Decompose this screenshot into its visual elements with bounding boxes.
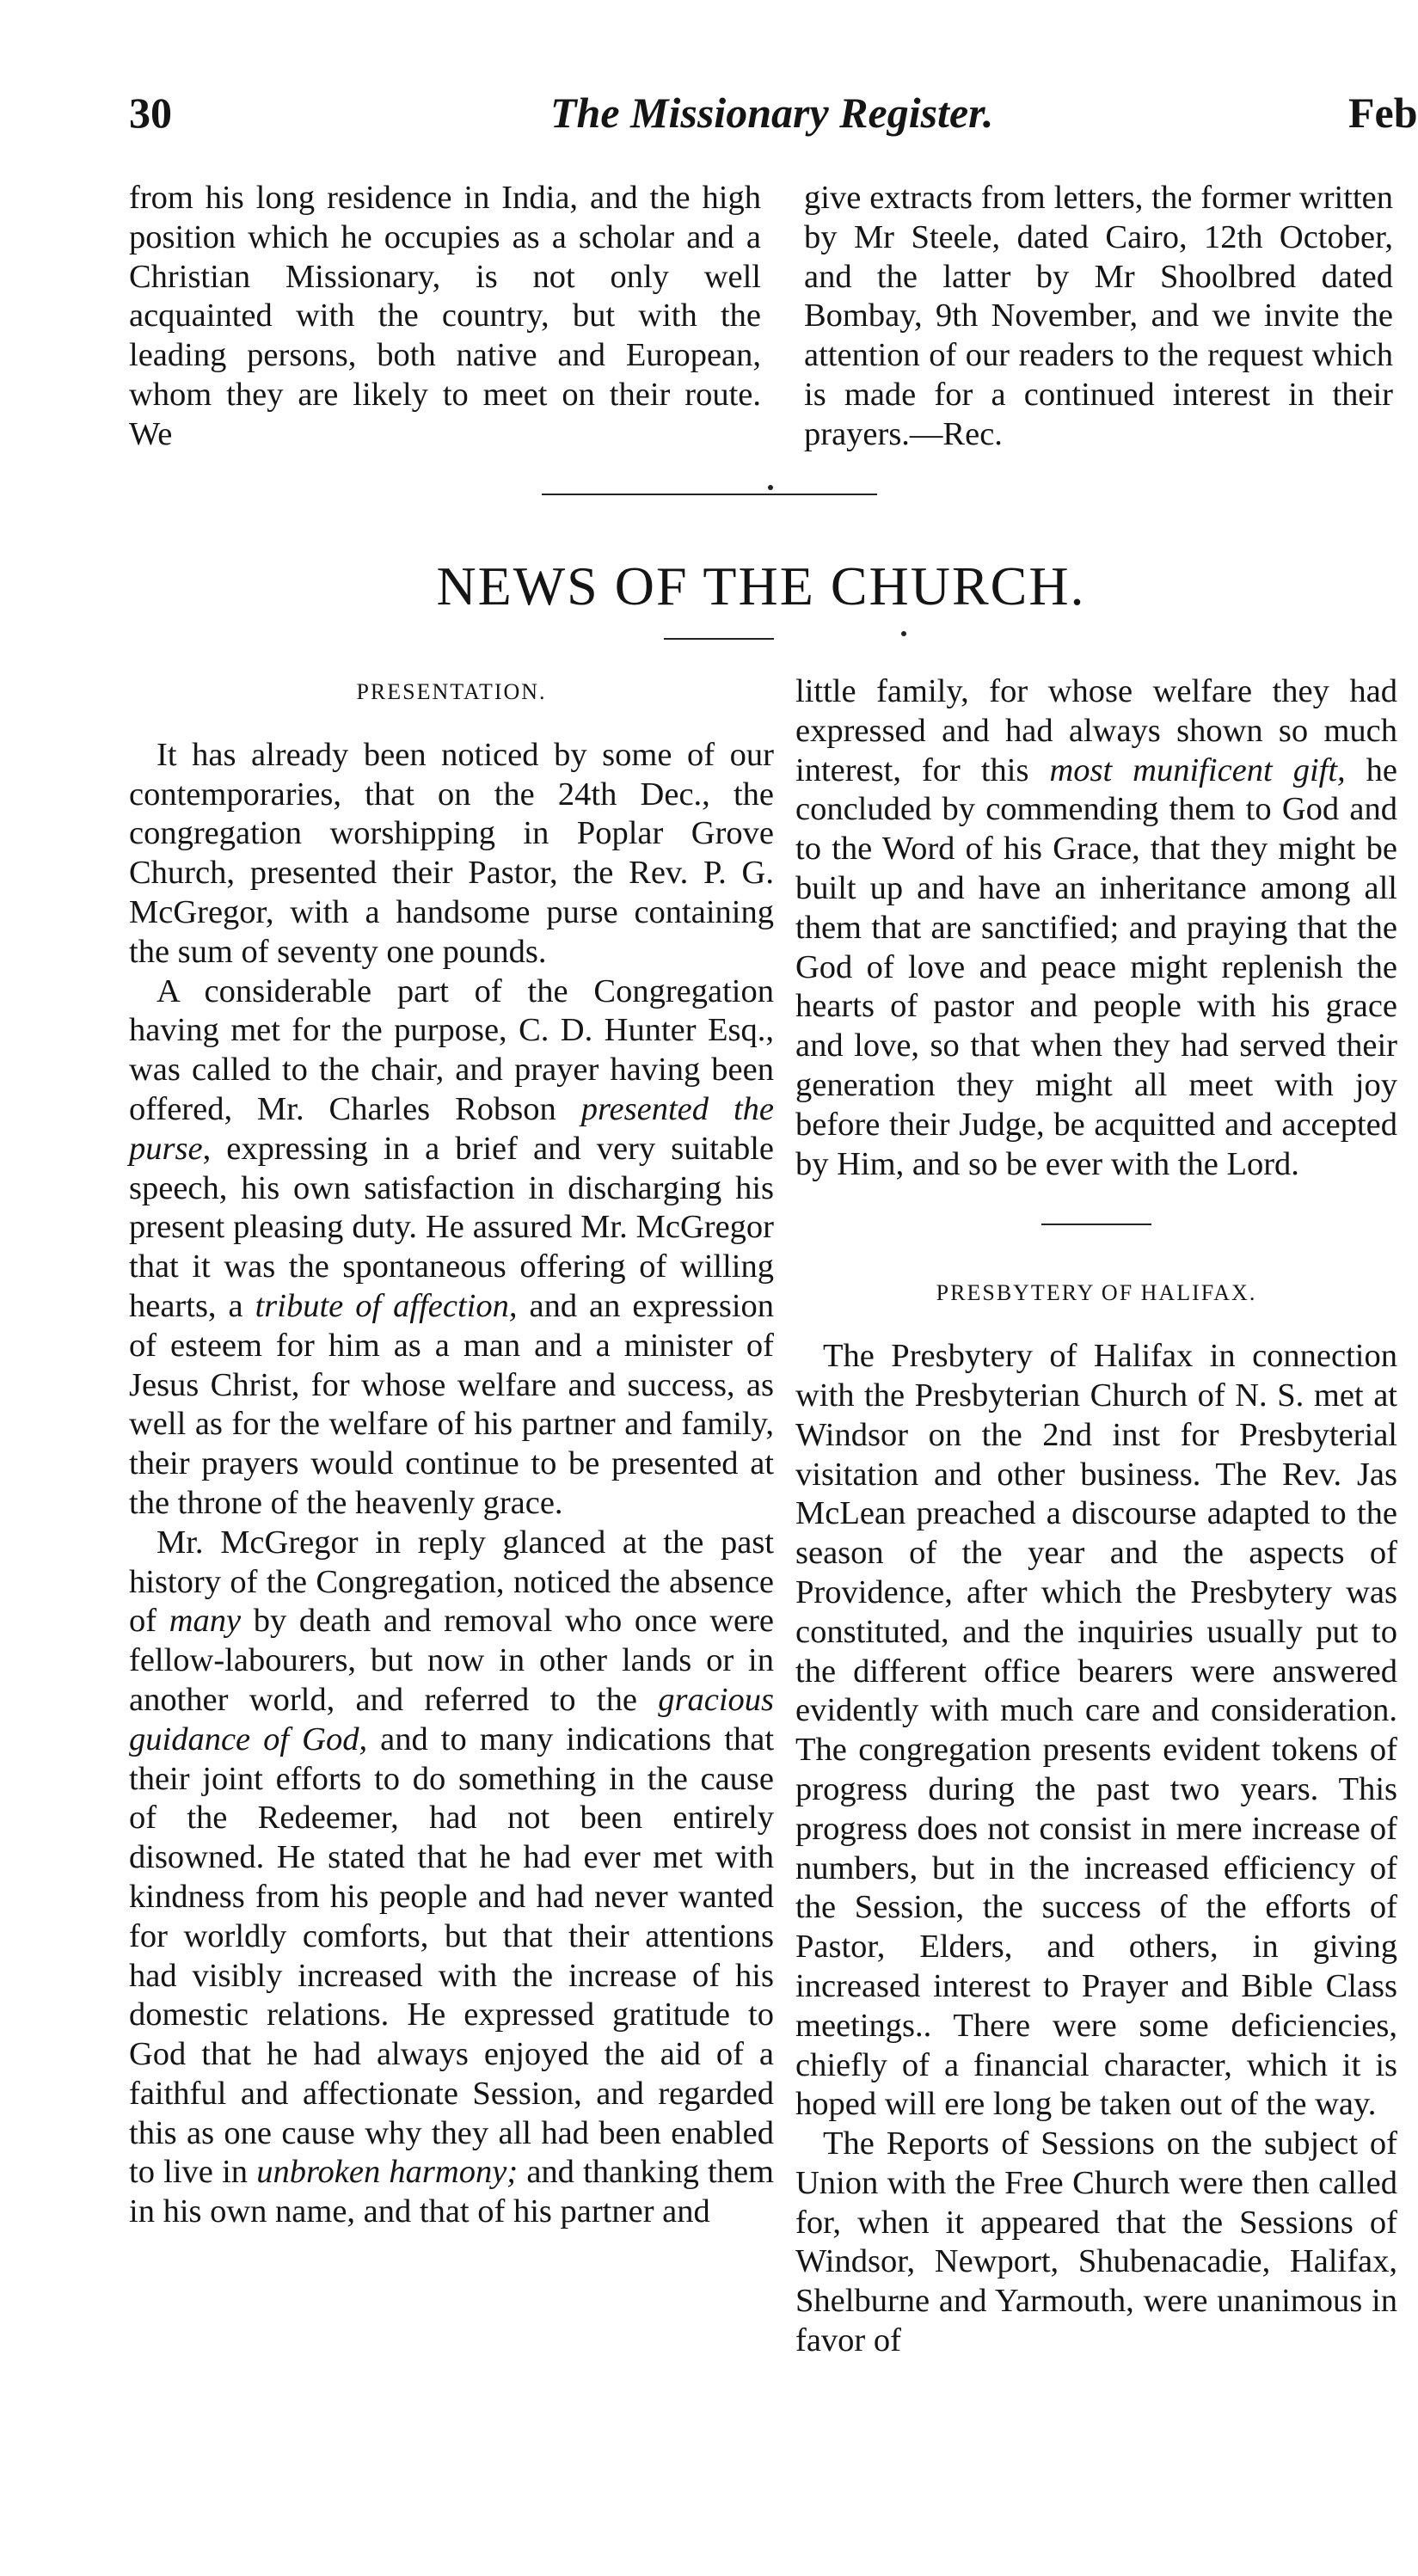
section-title: NEWS OF THE CHURCH. xyxy=(436,555,1086,616)
column-divider-rule xyxy=(1041,1224,1151,1225)
text-run: little family, for whose welfare they had expressed and had always shown so much interest, for this xyxy=(795,673,1397,788)
text-run: Mr. McGregor in reply glanced at the past history of the Congregation, noticed the absence of xyxy=(129,1524,774,1640)
page-number: 30 xyxy=(129,89,172,137)
right-column xyxy=(795,672,1397,2361)
text-run: A considerable part of the Congregation having met for the purpose, C. D. Hunter Esq., was called to the chair, and prayer having been offered, Mr. Charles Robson xyxy=(129,972,774,1127)
italic-phrase: most munificent gift, xyxy=(1049,751,1346,788)
section-divider-rule xyxy=(542,494,877,495)
divider-dot xyxy=(768,485,773,490)
italic-phrase: unbroken harmony; xyxy=(256,2154,519,2191)
title-underline-rule xyxy=(664,638,774,640)
italic-phrase: presented the purse xyxy=(129,1090,774,1167)
text-run: and to many indications that their joint efforts to do something in the cause of the Redeemer, had not been entirely disowned. He stated that he had ever met with kindness from his people and had never wanted for worldly comforts, but that their attentions had visibly increased with the increase of his domestic relations. He expressed gratitude to God that he had always enjoyed the aid of a faithful and affectionate Session, and regarded this as one cause why they all had been enabled to live in xyxy=(129,1720,775,2191)
top-right-column xyxy=(804,179,1393,455)
text-run: and thanking them in his own name, and that of his partner and xyxy=(129,2154,775,2230)
page-header xyxy=(129,88,1418,148)
italic-phrase: tribute of affection, xyxy=(255,1287,518,1324)
presentation-heading: PRESENTATION. xyxy=(356,679,547,704)
text-run: he concluded by commending them to God and to the Word of his Grace, that they might be built up and have an inheritance among all them that are sanctified; and praying that the God of love and peace might replenish the hearts of pastor and people with his grace and love, so that when they had served their generation they might all meet with joy before their Judge, be acquitted and accepted by Him, and so be ever with the Lord. xyxy=(795,751,1397,1182)
text-run: , expressing in a brief and very suitable speech, his own satisfaction in discharging his present pleasing duty. He assured Mr. McGregor that it was the spontaneous offering of willing hearts, a xyxy=(129,1130,774,1324)
presbytery-heading: PRESBYTERY OF HALIFAX. xyxy=(936,1280,1257,1306)
top-left-text: from his long residence in India, and the high position which he occupies as a scholar and a Christian Missionary, is not only well acquainted with the country, but with the leading persons, both native and European, whom they are likely to meet on their route. We xyxy=(129,180,761,452)
presbytery-paragraph-1: The Presbytery of Halifax in connection with the Presbyterian Church of N. S. met at Windsor on the 2nd inst for Presbyterial visitation and other business. The Rev. Jas McLean preached a discourse adapted to the season of the year and the aspects of Providence, after which the Presbytery was constituted, and the inquiries usually put to the different office bearers were answered evidently with much care and consideration. The congregation presents evident tokens of progress during the past two years. This progress does not consist in mere increase of numbers, but in the increased efficiency of the Session, the success of the efforts of Pastor, Elders, and others, in giving increased interest to Prayer and Bible Class meetings.. There were some deficiencies, chiefly of a financial character, which it is hoped will ere long be taken out of the way. xyxy=(795,1338,1397,2123)
journal-title: The Missionary Register. xyxy=(550,89,994,137)
top-left-column xyxy=(129,179,761,455)
italic-phrase: many xyxy=(169,1603,242,1640)
underline-dot xyxy=(901,631,906,636)
text-run: and an expression of esteem for him as a man and a minister of Jesus Christ, for whose welfare and success, as well as for the welfare of his partner and family, their prayers would continue to be presented at the throne of the heavenly grace. xyxy=(129,1287,775,1521)
presentation-paragraph-3 xyxy=(129,1524,774,2232)
presentation-paragraph-1: It has already been noticed by some of our contemporaries, that on the 24th Dec., the congregation worshipping in Poplar Grove Church, presented their Pastor, the Rev. P. G. McGregor, with a handsome purse containing the sum of seventy one pounds. xyxy=(129,736,774,970)
italic-phrase: gracious guidance of God, xyxy=(129,1681,775,1757)
left-column xyxy=(129,672,774,2232)
presentation-continuation xyxy=(795,672,1397,1184)
presentation-paragraph-2 xyxy=(129,972,774,1524)
top-right-text: give extracts from letters, the former written by Mr Steele, dated Cairo, 12th October, and the latter by Mr Shoolbred dated Bombay, 9th November, and we invite the attention of our readers to the request which is made for a continued interest in their prayers.—Rec. xyxy=(804,180,1393,452)
presbytery-paragraph-2: The Reports of Sessions on the subject of Union with the Free Church were then called for, when it appeared that the Sessions of Windsor, Newport, Shubenacadie, Halifax, Shelburne and Yarmouth, were unanimous in favor of xyxy=(795,2125,1397,2359)
running-month: Feb xyxy=(1348,89,1418,137)
text-run: by death and removal who once were fellow-labourers, but now in other lands or in another world, and referred to the xyxy=(129,1603,774,1718)
